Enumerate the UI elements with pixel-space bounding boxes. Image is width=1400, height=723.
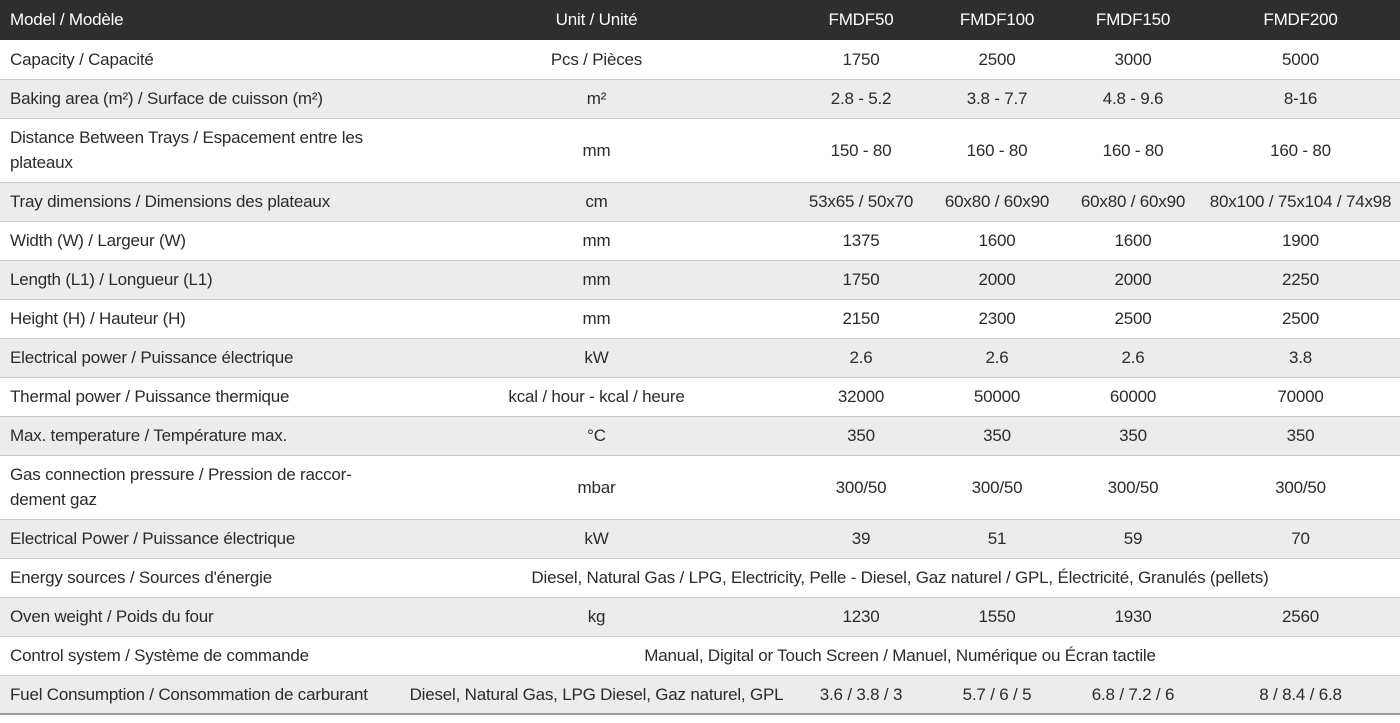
- row-value: 2500: [1281, 309, 1320, 328]
- row-value: 3.8: [1288, 348, 1313, 367]
- row-value: 51: [987, 529, 1007, 548]
- header-model-2: FMDF100: [959, 10, 1035, 29]
- row-value: 1750: [842, 270, 880, 289]
- row-value: 1750: [842, 49, 880, 69]
- row-label: Control system / Système de commande: [10, 646, 309, 665]
- row-value: 1550: [978, 607, 1016, 626]
- table-row: [0, 118, 1400, 182]
- row-value: 1900: [1281, 231, 1320, 250]
- row-value: 350: [1286, 426, 1315, 445]
- row-value: 60x80 / 60x90: [944, 192, 1050, 211]
- row-value: 8-16: [1283, 89, 1318, 108]
- row-value: 160 - 80: [1102, 140, 1164, 160]
- row-value: 300/50: [1107, 477, 1159, 497]
- row-value: 2.6: [849, 348, 873, 367]
- header-model-1: FMDF50: [828, 10, 894, 29]
- row-value: 150 - 80: [830, 140, 892, 160]
- row-value: 350: [1119, 426, 1147, 445]
- row-label: Tray dimensions / Dimensions des plateaux: [10, 192, 330, 211]
- row-value: 2250: [1281, 270, 1320, 289]
- row-value: 2500: [978, 49, 1016, 69]
- row-merged-value: Manual, Digital or Touch Screen / Manuel, Numérique ou Écran tactile: [644, 646, 1156, 665]
- row-unit: kg: [587, 607, 606, 626]
- row-label: Energy sources / Sources d'énergie: [10, 568, 272, 587]
- row-value: 1230: [842, 607, 880, 626]
- row-value: 350: [983, 426, 1011, 445]
- row-value: 3.6 / 3.8 / 3: [819, 684, 903, 704]
- row-merged-value: Diesel, Natural Gas / LPG, Electricity, Pelle - Diesel, Gaz naturel / GPL, Électricité, Granulés (pellets): [531, 568, 1269, 587]
- row-unit: mm: [582, 140, 611, 160]
- row-value: 300/50: [835, 477, 887, 497]
- row-value: 80x100 / 75x104 / 74x98: [1209, 192, 1392, 211]
- row-label: Distance Between Trays / Espacement entre les plateaux: [10, 128, 363, 172]
- row-value: 60000: [1109, 387, 1157, 406]
- row-label: Electrical Power / Puissance électrique: [10, 529, 296, 548]
- row-unit: mm: [582, 309, 611, 328]
- table-row: [0, 260, 1400, 299]
- row-unit: m²: [586, 89, 607, 108]
- row-label: Electrical power / Puissance électrique: [10, 348, 294, 367]
- table-row: [0, 299, 1400, 338]
- row-value: 8 / 8.4 / 6.8: [1259, 684, 1342, 704]
- row-unit: kcal / hour - kcal / heure: [508, 387, 685, 406]
- row-value: 300/50: [971, 477, 1023, 497]
- row-label: Baking area (m²) / Surface de cuisson (m²): [10, 89, 323, 108]
- row-label: Height (H) / Hauteur (H): [10, 309, 186, 328]
- table-row: [0, 40, 1400, 79]
- row-value: 350: [847, 426, 875, 445]
- header-model-4: FMDF200: [1263, 10, 1338, 29]
- header-unit: Unit / Unité: [555, 10, 638, 29]
- table-row: [0, 597, 1400, 636]
- table-row: [0, 416, 1400, 455]
- table-row: [0, 519, 1400, 558]
- row-unit: mm: [582, 270, 611, 289]
- row-value: 60x80 / 60x90: [1080, 192, 1186, 211]
- row-value: 2000: [978, 270, 1016, 289]
- row-unit: °C: [587, 426, 606, 445]
- row-label: Width (W) / Largeur (W): [10, 231, 186, 250]
- row-label: Capacity / Capacité: [10, 49, 154, 69]
- row-label: Gas connection pressure / Pression de raccor-dement gaz: [10, 465, 352, 509]
- row-value: 5000: [1281, 49, 1320, 69]
- row-value: 160 - 80: [1270, 140, 1331, 160]
- header-row: [0, 0, 1400, 40]
- row-value: 2560: [1281, 607, 1320, 626]
- header-model: Model / Modèle: [10, 10, 124, 29]
- row-label: Oven weight / Poids du four: [10, 607, 214, 626]
- row-value: 2.8 - 5.2: [830, 89, 892, 108]
- table-row: [0, 675, 1400, 714]
- row-value: 2150: [842, 309, 880, 328]
- table-row: [0, 636, 1400, 675]
- row-value: 1600: [1114, 231, 1152, 250]
- table-row: [0, 338, 1400, 377]
- row-value: 3.8 - 7.7: [966, 89, 1028, 108]
- row-value: 32000: [837, 387, 885, 406]
- row-value: 53x65 / 50x70: [808, 192, 914, 211]
- row-value: 3000: [1114, 49, 1152, 69]
- row-value: 50000: [973, 387, 1021, 406]
- row-value: 6.8 / 7.2 / 6: [1091, 684, 1175, 704]
- row-value: 2.6: [1121, 348, 1145, 367]
- row-unit: kW: [584, 529, 609, 548]
- row-value: 1375: [842, 231, 880, 250]
- table-row: [0, 221, 1400, 260]
- row-value: 1600: [978, 231, 1016, 250]
- row-value: 2500: [1114, 309, 1152, 328]
- table-row: [0, 182, 1400, 221]
- row-value: 39: [851, 529, 871, 548]
- table-row: [0, 455, 1400, 519]
- row-unit: kW: [584, 348, 609, 367]
- row-unit: Pcs / Pièces: [550, 49, 643, 69]
- row-unit: mm: [582, 231, 611, 250]
- row-unit: Diesel, Natural Gas, LPG Diesel, Gaz naturel, GPL: [409, 684, 784, 704]
- row-value: 160 - 80: [966, 140, 1028, 160]
- row-label: Fuel Consumption / Consommation de carburant: [10, 684, 368, 704]
- table-row: [0, 79, 1400, 118]
- row-value: 300/50: [1275, 477, 1326, 497]
- row-value: 1930: [1114, 607, 1152, 626]
- row-unit: cm: [585, 192, 608, 211]
- row-value: 70: [1291, 529, 1310, 548]
- header-model-3: FMDF150: [1095, 10, 1171, 29]
- row-value: 59: [1123, 529, 1143, 548]
- row-value: 5.7 / 6 / 5: [962, 684, 1032, 704]
- row-value: 70000: [1277, 387, 1324, 406]
- row-value: 2000: [1114, 270, 1152, 289]
- row-label: Length (L1) / Longueur (L1): [10, 270, 213, 289]
- row-value: 2.6: [985, 348, 1009, 367]
- row-value: 4.8 - 9.6: [1102, 89, 1164, 108]
- row-unit: mbar: [577, 477, 616, 497]
- table-row: [0, 558, 1400, 597]
- table-row: [0, 377, 1400, 416]
- row-label: Max. temperature / Température max.: [10, 426, 288, 445]
- row-label: Thermal power / Puissance thermique: [10, 387, 290, 406]
- row-value: 2300: [978, 309, 1016, 328]
